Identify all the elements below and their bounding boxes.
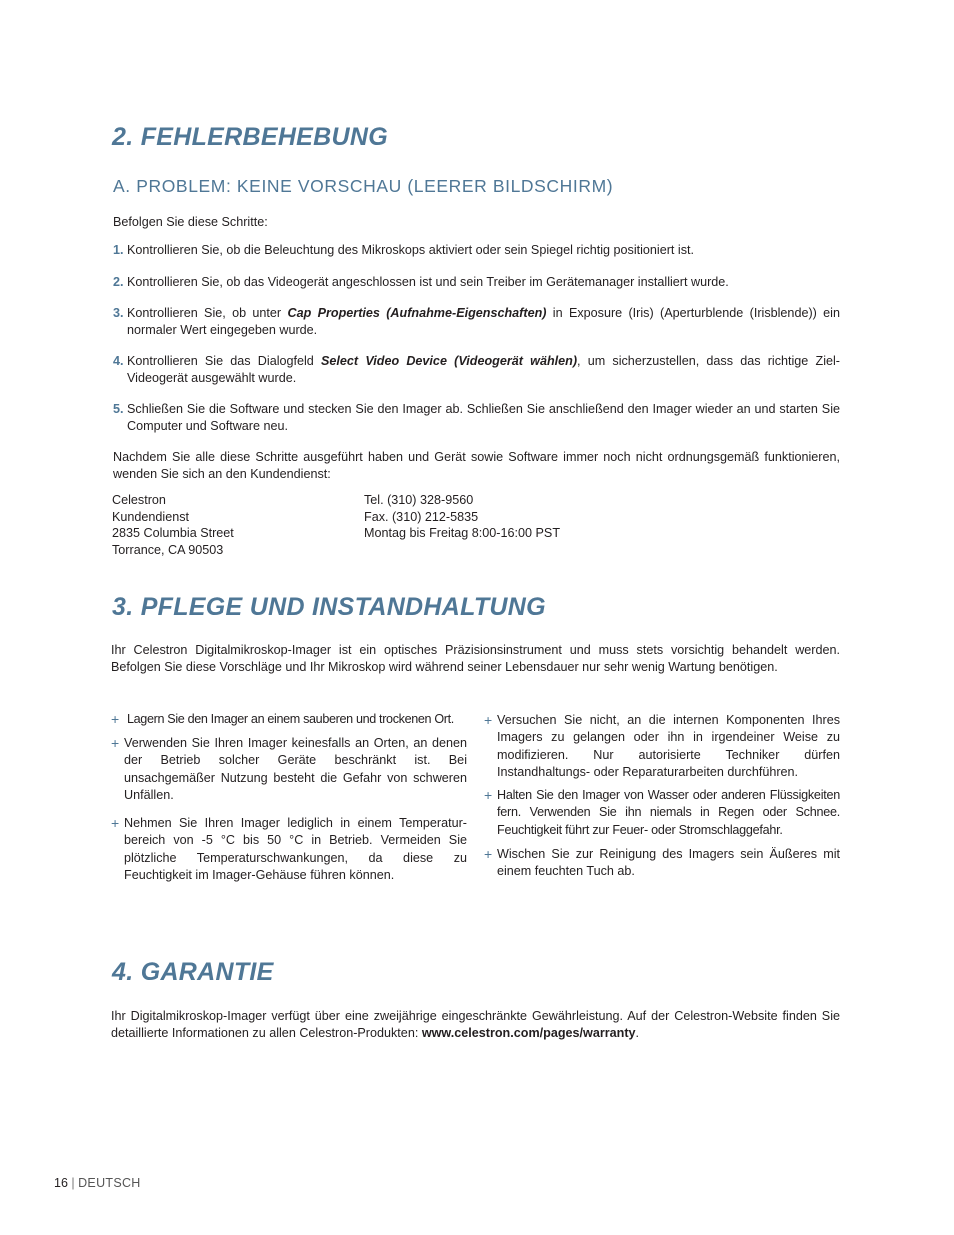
step-item — [113, 353, 840, 387]
step-text: Kontrollieren Sie das Dialogfeld — [127, 354, 322, 368]
list-item-text: Halten Sie den Imager von Wasser oder anderen Flüssigkeiten fern. Verwenden Sie ihn niemals in Regen oder Schnee. Feuchtigkeit führt zur Feuer- oder Stromschlaggefahr. — [497, 788, 840, 837]
list-item — [484, 846, 840, 881]
step-number: 5. — [113, 402, 124, 416]
step-text: Kontrollieren Sie, ob unter — [127, 306, 288, 320]
contact-address — [112, 492, 352, 559]
contact-line: Kundendienst — [112, 509, 190, 524]
plus-icon: + — [111, 815, 120, 831]
plus-icon: + — [484, 712, 493, 728]
list-item-text: Lagern Sie den Imager an einem sauberen und trockenen Ort. — [127, 712, 454, 726]
list-item — [111, 735, 467, 804]
warranty-text — [111, 1008, 840, 1042]
page-footer — [54, 1176, 141, 1190]
plus-icon: + — [484, 787, 493, 803]
list-item-text: Versuchen Sie nicht, an die internen Komponenten Ihres Imagers zu gelangen oder ihn in irgendeiner Weise zu modifizieren. Nur autorisierte Techniker dürfen Instandhaltungs- oder Reparaturarbeiten durchführen. — [497, 713, 840, 779]
step-item — [113, 305, 840, 339]
page-number: 16 — [54, 1176, 68, 1190]
footer-language: DEUTSCH — [78, 1176, 141, 1190]
step-text-after: , um sicherzustellen, dass das richtige Ziel-Videogerät ausgewählt wurde. — [127, 354, 840, 385]
warranty-link[interactable]: www.celestron.com/pages/warranty — [421, 1026, 636, 1040]
contact-line: Fax. (310) 212-5835 — [364, 509, 479, 524]
list-item — [111, 711, 467, 728]
list-item-text: Wischen Sie zur Reinigung des Imagers sein Äußeres mit einem feuchten Tuch ab. — [497, 847, 840, 879]
step-number: 3. — [113, 306, 124, 320]
step-number: 1. — [113, 243, 124, 257]
list-item — [111, 815, 467, 884]
list-item-text: Verwenden Sie Ihren Imager keinesfalls an Orten, an denen der Betrieb solcher Geräte beschränkt ist. Bei unsachgemäßer Nutzung besteht die Gefahr von schweren Unfällen. — [124, 736, 467, 802]
step-number: 2. — [113, 275, 124, 289]
support-intro: Nachdem Sie alle diese Schritte ausgeführt haben und Gerät sowie Software immer noch nicht ordnungsgemäß funktionieren, wenden Sie sich an den Kundendienst: — [113, 450, 840, 481]
step-item — [113, 274, 840, 291]
contact-line: Celestron — [112, 493, 166, 507]
step-text: Kontrollieren Sie, ob das Videogerät angeschlossen ist und sein Treiber im Gerätemanager installiert wurde. — [127, 275, 729, 289]
section-title-warranty: 4. GARANTIE — [112, 958, 274, 986]
warranty-body: Ihr Digitalmikroskop-Imager verfügt über eine zweijährige eingeschränkte Gewährleistung. Auf der Celestron-Website finden Sie detaillierte Informationen zu allen Celestron-Produkten: — [111, 1009, 840, 1040]
section-title-care: 3. PFLEGE UND INSTANDHALTUNG — [112, 593, 546, 621]
list-item — [484, 712, 840, 781]
step-text: Schließen Sie die Software und stecken Sie den Imager ab. Schließen Sie anschließend den Imager wieder an und starten Sie Computer und Software neu. — [127, 402, 840, 433]
plus-icon: + — [484, 846, 493, 862]
contact-line: Torrance, CA 90503 — [112, 543, 224, 558]
footer-separator: | — [67, 1176, 79, 1190]
steps-intro: Befolgen Sie diese Schritte: — [113, 215, 268, 229]
step-emphasis: Cap Properties (Aufnahme-Eigenschaften) — [287, 306, 547, 320]
step-text-after: in Exposure (Iris) (Aperturblende (Irisblende)) ein normaler Wert eingegeben wurde. — [127, 306, 840, 337]
list-item — [484, 787, 840, 839]
section-title-troubleshooting: 2. FEHLERBEHEBUNG — [112, 123, 388, 151]
plus-icon: + — [111, 711, 120, 727]
plus-icon: + — [111, 735, 120, 751]
list-item-text: Nehmen Sie Ihren Imager lediglich in einem Temperatur-bereich von -5 °C bis 50 °C in Betrieb. Vermeiden Sie plötzliche Temperaturschwankungen, da diese zu Feuchtigkeit im Imager-Gehäuse führen können. — [124, 816, 467, 882]
contact-line: Tel. (310) 328-9560 — [364, 493, 474, 507]
step-number: 4. — [113, 354, 124, 368]
step-item — [113, 401, 840, 435]
care-intro: Ihr Celestron Digitalmikroskop-Imager ist ein optisches Präzisionsinstrument und muss stets vorsichtig behandelt werden. Befolgen Sie diese Vorschläge und Ihr Mikroskop wird während seiner Lebensdauer nur sehr wenig Wartung benötigen. — [111, 643, 840, 674]
subsection-title-no-preview: A. PROBLEM: KEINE VORSCHAU (LEERER BILDSCHIRM) — [113, 176, 614, 196]
step-text: Kontrollieren Sie, ob die Beleuchtung des Mikroskops aktiviert oder sein Spiegel richtig positioniert ist. — [127, 243, 695, 257]
step-emphasis: Select Video Device (Videogerät wählen) — [321, 354, 578, 368]
step-item — [113, 242, 840, 259]
contact-line: 2835 Columbia Street — [112, 526, 234, 541]
contact-line: Montag bis Freitag 8:00-16:00 PST — [364, 526, 561, 541]
contact-phone-hours — [364, 492, 664, 542]
warranty-end: . — [635, 1026, 640, 1040]
